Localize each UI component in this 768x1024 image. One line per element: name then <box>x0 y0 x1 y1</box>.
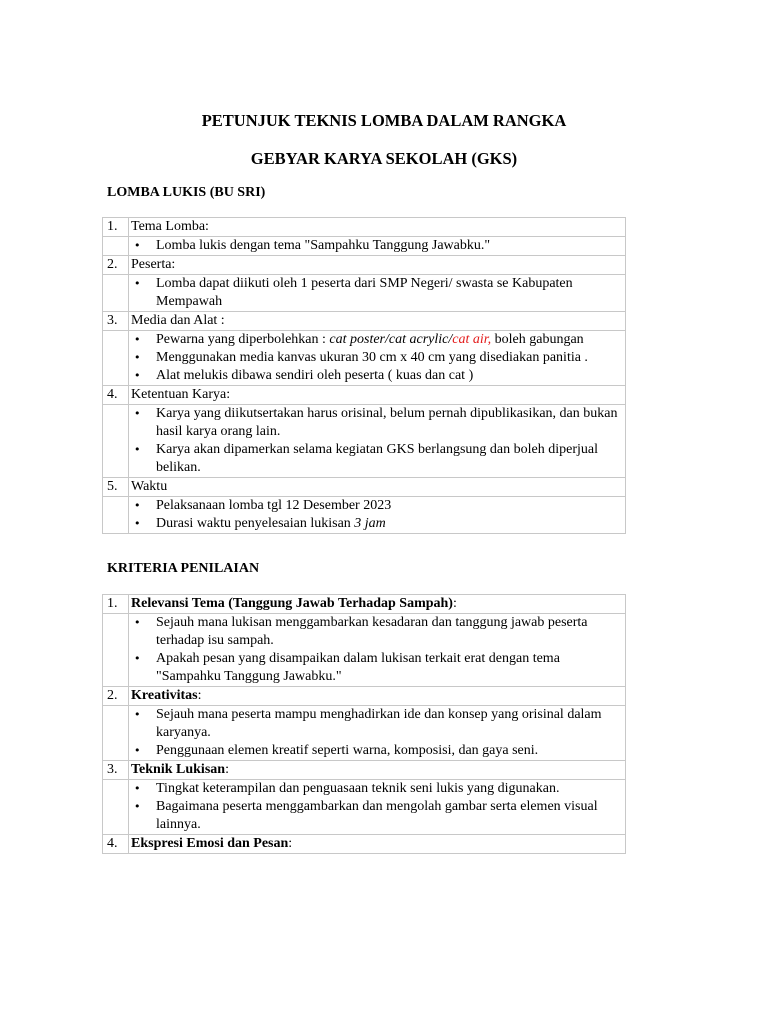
item-label <box>129 835 626 854</box>
list-item: • Bagaimana peserta menggambarkan dan mengolah gambar serta elemen visual lainnya. <box>129 798 625 834</box>
label-suffix: : <box>225 762 229 777</box>
item-label <box>129 687 626 706</box>
list-item: • Apakah pesan yang disampaikan dalam lukisan terkait erat dengan tema "Sampahku Tanggung Jawabku." <box>129 650 625 686</box>
item-label: Waktu <box>129 478 626 497</box>
table-row <box>103 405 626 478</box>
list-item: • Tingkat keterampilan dan penguasaan teknik seni lukis yang digunakan. <box>129 780 625 798</box>
table-row <box>103 835 626 854</box>
label-suffix: : <box>288 836 293 851</box>
section-heading-kriteria: KRITERIA PENILAIAN <box>107 561 260 576</box>
bullet-list <box>129 331 625 385</box>
item-label <box>129 761 626 780</box>
item-label: Tema Lomba: <box>129 218 626 237</box>
item-number: 3. <box>103 761 129 780</box>
item-number: 2. <box>103 256 129 275</box>
lomba-lukis-table <box>102 217 626 534</box>
bullet-list <box>129 780 625 834</box>
list-item: • Sejauh mana peserta mampu menghadirkan ide dan konsep yang orisinal dalam karyanya. <box>129 706 625 742</box>
bullet-list <box>129 275 625 311</box>
table-row <box>103 478 626 497</box>
list-item: • Lomba dapat diikuti oleh 1 peserta dari SMP Negeri/ swasta se Kabupaten Mempawah <box>129 275 625 311</box>
list-item: • Lomba lukis dengan tema "Sampahku Tanggung Jawabku." <box>129 237 625 255</box>
table-row <box>103 218 626 237</box>
list-item: • Pelaksanaan lomba tgl 12 Desember 2023 <box>129 497 625 515</box>
item-number: 1. <box>103 595 129 614</box>
criterion-title: Kreativitas <box>131 688 198 703</box>
item-number: 4. <box>103 835 129 854</box>
list-item: • Karya akan dipamerkan selama kegiatan GKS berlangsung dan boleh diperjual belikan. <box>129 441 625 477</box>
italic-red-highlight: cat air, <box>452 332 492 347</box>
bullet-list <box>129 405 625 477</box>
kriteria-penilaian-table <box>102 594 626 854</box>
text-fragment: Durasi waktu penyelesaian lukisan <box>156 516 355 531</box>
table-row <box>103 256 626 275</box>
item-number: 3. <box>103 312 129 331</box>
item-label: Peserta: <box>129 256 626 275</box>
list-item: • Sejauh mana lukisan menggambarkan kesadaran dan tanggung jawab peserta terhadap isu sampah. <box>129 614 625 650</box>
bullet-list <box>129 614 625 686</box>
item-label: Ketentuan Karya: <box>129 386 626 405</box>
table-row <box>103 275 626 312</box>
table-row <box>103 497 626 534</box>
list-item: • Alat melukis dibawa sendiri oleh peserta ( kuas dan cat ) <box>129 367 625 385</box>
criterion-title: Ekspresi Emosi dan Pesan <box>131 836 289 851</box>
document-title-line2: GEBYAR KARYA SEKOLAH (GKS) <box>250 149 518 168</box>
item-number: 4. <box>103 386 129 405</box>
list-item <box>129 331 625 349</box>
list-item: • Menggunakan media kanvas ukuran 30 cm x 40 cm yang disediakan panitia . <box>129 349 625 367</box>
table-row <box>103 386 626 405</box>
criterion-title: Relevansi Tema (Tanggung Jawab Terhadap Sampah) <box>131 596 453 611</box>
item-label: Media dan Alat : <box>129 312 626 331</box>
table-row <box>103 706 626 761</box>
text-fragment: Pewarna yang diperbolehkan : <box>156 332 330 347</box>
table-row <box>103 331 626 386</box>
list-item: • Penggunaan elemen kreatif seperti warna, komposisi, dan gaya seni. <box>129 742 625 760</box>
table-row <box>103 237 626 256</box>
item-number: 1. <box>103 218 129 237</box>
list-item: • Karya yang diikutsertakan harus orisinal, belum pernah dipublikasikan, dan bukan hasil karya orang lain. <box>129 405 625 441</box>
table-row <box>103 595 626 614</box>
label-suffix: : <box>452 596 457 611</box>
text-fragment: boleh gabungan <box>491 332 584 347</box>
document-title-line1: PETUNJUK TEKNIS LOMBA DALAM RANGKA <box>201 111 567 130</box>
item-label <box>129 595 626 614</box>
table-row <box>103 614 626 687</box>
table-row <box>103 761 626 780</box>
bullet-list <box>129 497 625 533</box>
bullet-list <box>129 237 625 255</box>
table-row <box>103 780 626 835</box>
list-item <box>129 515 625 533</box>
table-row <box>103 312 626 331</box>
italic-duration: 3 jam <box>354 516 386 531</box>
criterion-title: Teknik Lukisan <box>131 762 226 777</box>
bullet-list <box>129 706 625 760</box>
label-suffix: : <box>197 688 202 703</box>
item-number: 2. <box>103 687 129 706</box>
italic-media-text: cat poster/cat acrylic/ <box>329 332 453 347</box>
section-heading-lomba-lukis: LOMBA LUKIS (BU SRI) <box>107 185 266 200</box>
item-number: 5. <box>103 478 129 497</box>
table-row <box>103 687 626 706</box>
